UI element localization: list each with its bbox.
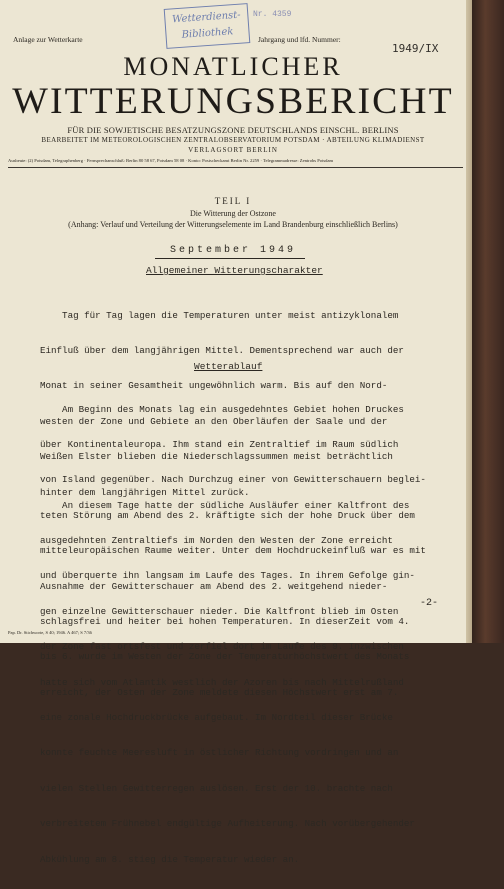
masthead-title-line-2: WITTERUNGSBERICHT: [12, 81, 454, 122]
section-heading-general: Allgemeiner Witterungscharakter: [146, 265, 323, 276]
text-line: hatte sich vom Atlantik westlich der Azoren bis nach Mittelrußland: [40, 676, 404, 688]
text-line: bis 6. wurde im Westen der Zone der Temperaturhöchstwert des Monats: [40, 651, 410, 663]
text-line: der Zone fast ortsfest und zerfiel dort im Laufe des 9. Inzwischen: [40, 641, 404, 653]
text-line: über Kontinentaleuropa. Ihm stand ein Zentraltief im Raum südlich: [40, 438, 399, 450]
text-line: konnte feuchte Meeresluft in östlicher Richtung vordringen und an: [40, 747, 399, 759]
text-line: von Island gegenüber. Nach Durchzug einer von Gewitterschauern beglei-: [40, 474, 426, 486]
library-stamp: [164, 3, 251, 49]
month-title: September 1949: [169, 245, 296, 256]
text-line: An diesem Tage hatte der südliche Ausläufer einer Kaltfront des: [40, 499, 410, 511]
header-rule: [8, 167, 463, 168]
text-line: teten Störung am Abend des 2. kräftigte sich der hohe Druck über dem: [40, 509, 415, 521]
text-line: Einfluß über dem langjährigen Mittel. Dementsprechend war auch der: [40, 344, 404, 356]
footer-printer-note: Pap. Dr. Stichworte, S 40; 1946. A 467; S 7/36: [8, 630, 92, 635]
address-line: Ausbeute: (2) Potsdam, Telegraphenberg · Fernsprechanschluß: Berlin 80 58 67, Potsdam 58 08 · Konto: Postscheckamt Berlin Nr. 2259 · Telegrammadresse: Zentrobs Potsdam: [8, 158, 334, 163]
part-note: (Anhang: Verlauf und Verteilung der Witterungselemente im Land Brandenburg einschließlich Berlins): [68, 220, 398, 229]
text-line: hinter dem langjährigen Mittel zurück.: [40, 486, 250, 498]
text-line: erreicht, der Osten der Zone meldete diesen Höchstwert erst am 7.: [40, 686, 399, 698]
text-line: eine zonale Hochdruckbrücke aufgebaut. Im Nordteil dieser Brücke: [40, 711, 393, 723]
text-line: schlagsfrei und heiter bei hohen Temperaturen. In dieserZeit vom 4.: [40, 615, 410, 627]
masthead-editor-line: BEARBEITET IM METEOROLOGISCHEN ZENTRALOBSERVATORIUM POTSDAM · ABTEILUNG KLIMADIENST: [41, 136, 425, 144]
text-line: westen der Zone und Gebiete an den Oberläufen der Saale und der: [40, 415, 388, 427]
page-number: -2-: [420, 598, 439, 609]
masthead-title-line-1: MONATLICHER: [123, 52, 343, 81]
text-line: verbreitetem Frühnebel endgültige Aufheiterung. Nach vorübergehender: [40, 818, 415, 830]
text-line: Monat in seiner Gesamtheit ungewöhnlich warm. Bis auf den Nord-: [40, 380, 388, 392]
text-line: Abkühlung am 8. stieg die Temperatur wieder an.: [40, 853, 300, 865]
section-heading-weather: Wetterablauf: [194, 361, 263, 372]
text-line: gen einzelne Gewitterschauer nieder. Die Kaltfront blieb im Osten: [40, 605, 399, 617]
text-line: und überquerte ihn langsam im Laufe des Tages. In ihrem Gefolge gin-: [40, 570, 415, 582]
text-line: ausgedehnten Zentraltiefs im Norden den Westen der Zone erreicht: [40, 534, 393, 546]
text-line: Tag für Tag lagen die Temperaturen unter meist antizyklonalem: [40, 309, 399, 321]
stamp-line-1: Wetterdienst-: [171, 9, 242, 26]
stamp-number: Nr. 4359: [253, 10, 292, 19]
supplement-label: Anlage zur Wetterkarte: [13, 35, 83, 44]
issue-number-label: Jahrgang und lfd. Nummer:: [258, 35, 341, 44]
month-title-underline: [155, 258, 305, 259]
text-line: vielen Stellen Gewitterregen auslösen. Erst der 10. brachte nach: [40, 782, 393, 794]
part-subtitle: Die Witterung der Ostzone: [190, 209, 276, 218]
text-line: Am Beginn des Monats lag ein ausgedehntes Gebiet hohen Druckes: [40, 403, 404, 415]
text-line: Ausnahme der Gewitterschauer am Abend des 2. weitgehend nieder-: [40, 580, 388, 592]
part-title: TEIL I: [214, 196, 252, 206]
stamp-line-2: Bibliothek: [181, 26, 234, 41]
book-binding: [470, 0, 504, 643]
masthead-publisher: VERLAGSORT BERLIN: [188, 146, 278, 154]
text-line: Weißen Elster blieben die Niederschlagssummen meist beträchtlich: [40, 451, 393, 463]
handwritten-issue: 1949/IX: [392, 42, 439, 55]
masthead-subtitle: FÜR DIE SOWJETISCHE BESATZUNGSZONE DEUTSCHLANDS EINSCHL. BERLINS: [67, 125, 399, 135]
text-line: mitteleuropäischen Raume weiter. Unter dem Hochdruckeinfluß war es mit: [40, 545, 426, 557]
section-weather-paragraph-2: [40, 476, 460, 889]
